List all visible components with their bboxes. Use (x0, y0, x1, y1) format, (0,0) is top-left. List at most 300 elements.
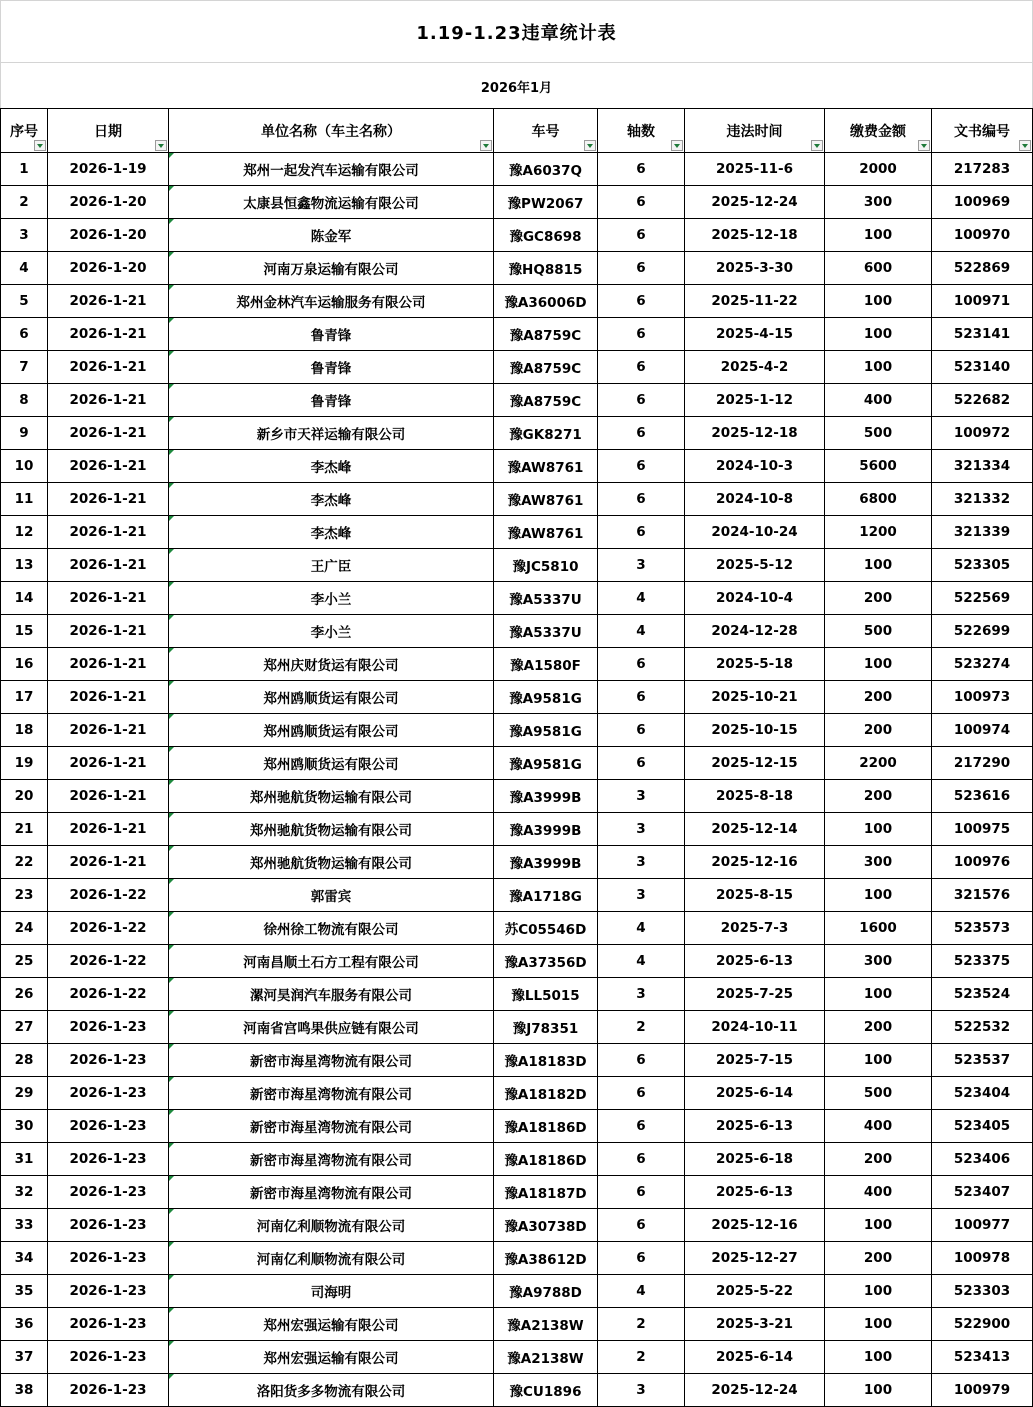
cell-violation-time[interactable]: 2025-11-22 (685, 285, 825, 318)
cell-owner[interactable]: 新密市海星湾物流有限公司 (169, 1044, 494, 1077)
cell-violation-time[interactable]: 2024-10-8 (685, 483, 825, 516)
cell-violation-time[interactable]: 2025-12-24 (685, 1374, 825, 1407)
cell-doc-number[interactable]: 321332 (932, 483, 1033, 516)
cell-plate[interactable]: 豫JC5810 (494, 549, 598, 582)
cell-owner[interactable]: 河南亿利顺物流有限公司 (169, 1242, 494, 1275)
cell-plate[interactable]: 豫A8759C (494, 318, 598, 351)
cell-doc-number[interactable]: 100974 (932, 714, 1033, 747)
cell-violation-time[interactable]: 2025-12-15 (685, 747, 825, 780)
cell-doc-number[interactable]: 523573 (932, 912, 1033, 945)
cell-date[interactable]: 2026-1-23 (48, 1011, 169, 1044)
cell-plate[interactable]: 豫GK8271 (494, 417, 598, 450)
cell-date[interactable]: 2026-1-22 (48, 879, 169, 912)
cell-owner[interactable]: 郑州鸥顺货运有限公司 (169, 681, 494, 714)
cell-owner[interactable]: 河南万泉运输有限公司 (169, 252, 494, 285)
cell-owner[interactable]: 郑州驰航货物运输有限公司 (169, 813, 494, 846)
cell-doc-number[interactable]: 522532 (932, 1011, 1033, 1044)
cell-plate[interactable]: 豫A8759C (494, 384, 598, 417)
cell-plate[interactable]: 豫A1580F (494, 648, 598, 681)
cell-doc-number[interactable]: 522699 (932, 615, 1033, 648)
cell-seq[interactable]: 10 (1, 450, 48, 483)
cell-plate[interactable]: 豫A18186D (494, 1143, 598, 1176)
cell-doc-number[interactable]: 100973 (932, 681, 1033, 714)
cell-seq[interactable]: 9 (1, 417, 48, 450)
cell-amount[interactable]: 100 (825, 1209, 932, 1242)
cell-amount[interactable]: 100 (825, 813, 932, 846)
cell-date[interactable]: 2026-1-22 (48, 978, 169, 1011)
cell-plate[interactable]: 豫A9581G (494, 747, 598, 780)
cell-axles[interactable]: 6 (598, 1242, 685, 1275)
cell-amount[interactable]: 100 (825, 1044, 932, 1077)
cell-seq[interactable]: 25 (1, 945, 48, 978)
cell-amount[interactable]: 6800 (825, 483, 932, 516)
cell-owner[interactable]: 王广臣 (169, 549, 494, 582)
cell-owner[interactable]: 郑州驰航货物运输有限公司 (169, 846, 494, 879)
cell-violation-time[interactable]: 2025-6-18 (685, 1143, 825, 1176)
cell-plate[interactable]: 豫A38612D (494, 1242, 598, 1275)
cell-plate[interactable]: 豫A8759C (494, 351, 598, 384)
cell-date[interactable]: 2026-1-23 (48, 1176, 169, 1209)
cell-plate[interactable]: 豫AW8761 (494, 516, 598, 549)
cell-axles[interactable]: 6 (598, 1176, 685, 1209)
cell-violation-time[interactable]: 2025-3-30 (685, 252, 825, 285)
cell-axles[interactable]: 6 (598, 1044, 685, 1077)
cell-doc-number[interactable]: 522569 (932, 582, 1033, 615)
cell-plate[interactable]: 豫A9581G (494, 681, 598, 714)
cell-amount[interactable]: 200 (825, 1143, 932, 1176)
cell-violation-time[interactable]: 2025-1-12 (685, 384, 825, 417)
cell-owner[interactable]: 河南昌顺土石方工程有限公司 (169, 945, 494, 978)
cell-plate[interactable]: 豫A1718G (494, 879, 598, 912)
cell-seq[interactable]: 13 (1, 549, 48, 582)
cell-plate[interactable]: 豫A6037Q (494, 153, 598, 186)
cell-plate[interactable]: 豫A2138W (494, 1341, 598, 1374)
cell-violation-time[interactable]: 2025-5-18 (685, 648, 825, 681)
cell-seq[interactable]: 1 (1, 153, 48, 186)
cell-violation-time[interactable]: 2025-8-15 (685, 879, 825, 912)
cell-axles[interactable]: 3 (598, 549, 685, 582)
cell-plate[interactable]: 豫A9581G (494, 714, 598, 747)
cell-doc-number[interactable]: 523405 (932, 1110, 1033, 1143)
cell-doc-number[interactable]: 100976 (932, 846, 1033, 879)
cell-amount[interactable]: 100 (825, 648, 932, 681)
cell-violation-time[interactable]: 2025-6-14 (685, 1341, 825, 1374)
cell-date[interactable]: 2026-1-21 (48, 450, 169, 483)
cell-seq[interactable]: 20 (1, 780, 48, 813)
cell-amount[interactable]: 100 (825, 351, 932, 384)
cell-plate[interactable]: 豫A37356D (494, 945, 598, 978)
cell-date[interactable]: 2026-1-23 (48, 1242, 169, 1275)
cell-axles[interactable]: 6 (598, 714, 685, 747)
cell-date[interactable]: 2026-1-20 (48, 186, 169, 219)
filter-dropdown-icon[interactable] (584, 140, 596, 151)
cell-seq[interactable]: 30 (1, 1110, 48, 1143)
cell-doc-number[interactable]: 522682 (932, 384, 1033, 417)
cell-amount[interactable]: 100 (825, 549, 932, 582)
cell-amount[interactable]: 100 (825, 219, 932, 252)
cell-doc-number[interactable]: 522900 (932, 1308, 1033, 1341)
cell-owner[interactable]: 郑州鸥顺货运有限公司 (169, 714, 494, 747)
cell-axles[interactable]: 3 (598, 846, 685, 879)
cell-owner[interactable]: 郑州一起发汽车运输有限公司 (169, 153, 494, 186)
cell-doc-number[interactable]: 100972 (932, 417, 1033, 450)
cell-date[interactable]: 2026-1-21 (48, 747, 169, 780)
cell-seq[interactable]: 16 (1, 648, 48, 681)
cell-seq[interactable]: 21 (1, 813, 48, 846)
cell-amount[interactable]: 1200 (825, 516, 932, 549)
cell-owner[interactable]: 郑州庆财货运有限公司 (169, 648, 494, 681)
cell-doc-number[interactable]: 100977 (932, 1209, 1033, 1242)
filter-dropdown-icon[interactable] (155, 140, 167, 151)
cell-axles[interactable]: 6 (598, 1110, 685, 1143)
cell-plate[interactable]: 豫A9788D (494, 1275, 598, 1308)
cell-owner[interactable]: 鲁青锋 (169, 318, 494, 351)
cell-plate[interactable]: 豫CU1896 (494, 1374, 598, 1407)
cell-seq[interactable]: 4 (1, 252, 48, 285)
cell-doc-number[interactable]: 523303 (932, 1275, 1033, 1308)
cell-owner[interactable]: 河南省宫鸣果供应链有限公司 (169, 1011, 494, 1044)
cell-violation-time[interactable]: 2025-8-18 (685, 780, 825, 813)
cell-date[interactable]: 2026-1-21 (48, 813, 169, 846)
cell-violation-time[interactable]: 2025-6-13 (685, 1176, 825, 1209)
cell-amount[interactable]: 500 (825, 615, 932, 648)
cell-doc-number[interactable]: 523375 (932, 945, 1033, 978)
cell-seq[interactable]: 22 (1, 846, 48, 879)
cell-plate[interactable]: 豫AW8761 (494, 450, 598, 483)
cell-doc-number[interactable]: 217290 (932, 747, 1033, 780)
cell-seq[interactable]: 7 (1, 351, 48, 384)
cell-date[interactable]: 2026-1-21 (48, 384, 169, 417)
cell-seq[interactable]: 27 (1, 1011, 48, 1044)
cell-violation-time[interactable]: 2025-5-12 (685, 549, 825, 582)
cell-violation-time[interactable]: 2025-4-15 (685, 318, 825, 351)
cell-doc-number[interactable]: 523305 (932, 549, 1033, 582)
cell-owner[interactable]: 太康县恒鑫物流运输有限公司 (169, 186, 494, 219)
cell-violation-time[interactable]: 2025-4-2 (685, 351, 825, 384)
cell-date[interactable]: 2026-1-23 (48, 1044, 169, 1077)
cell-plate[interactable]: 豫PW2067 (494, 186, 598, 219)
cell-plate[interactable]: 豫A18187D (494, 1176, 598, 1209)
cell-seq[interactable]: 33 (1, 1209, 48, 1242)
cell-owner[interactable]: 新乡市天祥运输有限公司 (169, 417, 494, 450)
cell-owner[interactable]: 河南亿利顺物流有限公司 (169, 1209, 494, 1242)
cell-doc-number[interactable]: 523407 (932, 1176, 1033, 1209)
cell-amount[interactable]: 200 (825, 1242, 932, 1275)
cell-date[interactable]: 2026-1-22 (48, 912, 169, 945)
cell-axles[interactable]: 2 (598, 1308, 685, 1341)
cell-doc-number[interactable]: 100970 (932, 219, 1033, 252)
cell-owner[interactable]: 新密市海星湾物流有限公司 (169, 1143, 494, 1176)
cell-date[interactable]: 2026-1-23 (48, 1341, 169, 1374)
cell-axles[interactable]: 6 (598, 1077, 685, 1110)
cell-doc-number[interactable]: 100979 (932, 1374, 1033, 1407)
cell-violation-time[interactable]: 2025-7-15 (685, 1044, 825, 1077)
filter-dropdown-icon[interactable] (918, 140, 930, 151)
cell-date[interactable]: 2026-1-21 (48, 714, 169, 747)
cell-amount[interactable]: 300 (825, 186, 932, 219)
cell-owner[interactable]: 郑州驰航货物运输有限公司 (169, 780, 494, 813)
cell-seq[interactable]: 19 (1, 747, 48, 780)
filter-dropdown-icon[interactable] (671, 140, 683, 151)
cell-axles[interactable]: 6 (598, 186, 685, 219)
cell-violation-time[interactable]: 2025-12-16 (685, 1209, 825, 1242)
cell-seq[interactable]: 32 (1, 1176, 48, 1209)
cell-owner[interactable]: 郑州宏强运输有限公司 (169, 1308, 494, 1341)
cell-axles[interactable]: 3 (598, 1374, 685, 1407)
cell-axles[interactable]: 4 (598, 615, 685, 648)
cell-axles[interactable]: 6 (598, 681, 685, 714)
cell-violation-time[interactable]: 2025-6-13 (685, 1110, 825, 1143)
cell-axles[interactable]: 4 (598, 582, 685, 615)
cell-doc-number[interactable]: 321576 (932, 879, 1033, 912)
filter-dropdown-icon[interactable] (480, 140, 492, 151)
cell-amount[interactable]: 200 (825, 1011, 932, 1044)
cell-seq[interactable]: 11 (1, 483, 48, 516)
cell-doc-number[interactable]: 523274 (932, 648, 1033, 681)
cell-doc-number[interactable]: 523616 (932, 780, 1033, 813)
cell-plate[interactable]: 豫A30738D (494, 1209, 598, 1242)
cell-amount[interactable]: 400 (825, 384, 932, 417)
cell-date[interactable]: 2026-1-21 (48, 417, 169, 450)
cell-axles[interactable]: 6 (598, 450, 685, 483)
cell-violation-time[interactable]: 2025-3-21 (685, 1308, 825, 1341)
cell-owner[interactable]: 郑州宏强运输有限公司 (169, 1341, 494, 1374)
cell-owner[interactable]: 郑州鸥顺货运有限公司 (169, 747, 494, 780)
cell-violation-time[interactable]: 2024-10-11 (685, 1011, 825, 1044)
cell-plate[interactable]: 豫J78351 (494, 1011, 598, 1044)
cell-amount[interactable]: 100 (825, 318, 932, 351)
cell-amount[interactable]: 200 (825, 681, 932, 714)
filter-dropdown-icon[interactable] (1019, 140, 1031, 151)
cell-axles[interactable]: 6 (598, 1209, 685, 1242)
cell-amount[interactable]: 5600 (825, 450, 932, 483)
cell-violation-time[interactable]: 2024-10-3 (685, 450, 825, 483)
cell-violation-time[interactable]: 2025-11-6 (685, 153, 825, 186)
cell-seq[interactable]: 23 (1, 879, 48, 912)
cell-plate[interactable]: 豫AW8761 (494, 483, 598, 516)
cell-doc-number[interactable]: 100969 (932, 186, 1033, 219)
cell-plate[interactable]: 豫A3999B (494, 813, 598, 846)
cell-amount[interactable]: 100 (825, 978, 932, 1011)
cell-plate[interactable]: 豫A5337U (494, 582, 598, 615)
cell-axles[interactable]: 6 (598, 351, 685, 384)
cell-violation-time[interactable]: 2024-10-24 (685, 516, 825, 549)
cell-axles[interactable]: 3 (598, 813, 685, 846)
cell-doc-number[interactable]: 100978 (932, 1242, 1033, 1275)
cell-plate[interactable]: 豫A3999B (494, 780, 598, 813)
cell-amount[interactable]: 100 (825, 879, 932, 912)
cell-seq[interactable]: 18 (1, 714, 48, 747)
cell-owner[interactable]: 陈金军 (169, 219, 494, 252)
cell-axles[interactable]: 6 (598, 648, 685, 681)
cell-violation-time[interactable]: 2025-12-14 (685, 813, 825, 846)
cell-plate[interactable]: 豫A18183D (494, 1044, 598, 1077)
cell-doc-number[interactable]: 523537 (932, 1044, 1033, 1077)
cell-owner[interactable]: 鲁青锋 (169, 351, 494, 384)
cell-plate[interactable]: 豫A18186D (494, 1110, 598, 1143)
cell-amount[interactable]: 300 (825, 945, 932, 978)
cell-owner[interactable]: 李杰峰 (169, 516, 494, 549)
filter-dropdown-icon[interactable] (811, 140, 823, 151)
cell-seq[interactable]: 14 (1, 582, 48, 615)
cell-amount[interactable]: 1600 (825, 912, 932, 945)
cell-doc-number[interactable]: 100971 (932, 285, 1033, 318)
cell-doc-number[interactable]: 523140 (932, 351, 1033, 384)
cell-owner[interactable]: 李杰峰 (169, 483, 494, 516)
cell-amount[interactable]: 600 (825, 252, 932, 285)
cell-seq[interactable]: 29 (1, 1077, 48, 1110)
cell-seq[interactable]: 3 (1, 219, 48, 252)
cell-amount[interactable]: 100 (825, 285, 932, 318)
cell-date[interactable]: 2026-1-21 (48, 780, 169, 813)
cell-date[interactable]: 2026-1-21 (48, 615, 169, 648)
cell-date[interactable]: 2026-1-23 (48, 1308, 169, 1341)
cell-violation-time[interactable]: 2025-10-21 (685, 681, 825, 714)
cell-violation-time[interactable]: 2025-6-14 (685, 1077, 825, 1110)
cell-axles[interactable]: 4 (598, 912, 685, 945)
cell-date[interactable]: 2026-1-22 (48, 945, 169, 978)
cell-date[interactable]: 2026-1-23 (48, 1110, 169, 1143)
cell-plate[interactable]: 豫A36006D (494, 285, 598, 318)
cell-seq[interactable]: 36 (1, 1308, 48, 1341)
cell-amount[interactable]: 100 (825, 1308, 932, 1341)
cell-doc-number[interactable]: 321339 (932, 516, 1033, 549)
cell-axles[interactable]: 6 (598, 219, 685, 252)
cell-owner[interactable]: 郭雷宾 (169, 879, 494, 912)
cell-seq[interactable]: 24 (1, 912, 48, 945)
cell-date[interactable]: 2026-1-20 (48, 219, 169, 252)
cell-seq[interactable]: 38 (1, 1374, 48, 1407)
cell-amount[interactable]: 200 (825, 582, 932, 615)
cell-amount[interactable]: 100 (825, 1374, 932, 1407)
cell-violation-time[interactable]: 2025-12-16 (685, 846, 825, 879)
cell-amount[interactable]: 500 (825, 417, 932, 450)
cell-violation-time[interactable]: 2025-7-25 (685, 978, 825, 1011)
cell-violation-time[interactable]: 2025-7-3 (685, 912, 825, 945)
cell-owner[interactable]: 司海明 (169, 1275, 494, 1308)
cell-date[interactable]: 2026-1-20 (48, 252, 169, 285)
cell-date[interactable]: 2026-1-21 (48, 318, 169, 351)
cell-date[interactable]: 2026-1-21 (48, 681, 169, 714)
cell-doc-number[interactable]: 523524 (932, 978, 1033, 1011)
cell-doc-number[interactable]: 523141 (932, 318, 1033, 351)
cell-owner[interactable]: 洛阳货多多物流有限公司 (169, 1374, 494, 1407)
cell-doc-number[interactable]: 523404 (932, 1077, 1033, 1110)
cell-plate[interactable]: 豫HQ8815 (494, 252, 598, 285)
cell-amount[interactable]: 300 (825, 846, 932, 879)
cell-axles[interactable]: 3 (598, 780, 685, 813)
cell-owner[interactable]: 鲁青锋 (169, 384, 494, 417)
cell-plate[interactable]: 豫A2138W (494, 1308, 598, 1341)
cell-date[interactable]: 2026-1-23 (48, 1209, 169, 1242)
cell-plate[interactable]: 豫A18182D (494, 1077, 598, 1110)
cell-date[interactable]: 2026-1-21 (48, 549, 169, 582)
cell-violation-time[interactable]: 2025-6-13 (685, 945, 825, 978)
cell-violation-time[interactable]: 2024-12-28 (685, 615, 825, 648)
cell-axles[interactable]: 3 (598, 978, 685, 1011)
cell-doc-number[interactable]: 523413 (932, 1341, 1033, 1374)
cell-seq[interactable]: 5 (1, 285, 48, 318)
cell-axles[interactable]: 4 (598, 945, 685, 978)
cell-date[interactable]: 2026-1-19 (48, 153, 169, 186)
cell-plate[interactable]: 苏C05546D (494, 912, 598, 945)
cell-owner[interactable]: 李杰峰 (169, 450, 494, 483)
cell-owner[interactable]: 徐州徐工物流有限公司 (169, 912, 494, 945)
cell-axles[interactable]: 6 (598, 516, 685, 549)
cell-doc-number[interactable]: 217283 (932, 153, 1033, 186)
cell-seq[interactable]: 8 (1, 384, 48, 417)
cell-amount[interactable]: 100 (825, 1341, 932, 1374)
cell-plate[interactable]: 豫LL5015 (494, 978, 598, 1011)
cell-date[interactable]: 2026-1-23 (48, 1077, 169, 1110)
cell-doc-number[interactable]: 321334 (932, 450, 1033, 483)
cell-owner[interactable]: 新密市海星湾物流有限公司 (169, 1110, 494, 1143)
filter-dropdown-icon[interactable] (34, 140, 46, 151)
cell-axles[interactable]: 6 (598, 747, 685, 780)
cell-axles[interactable]: 6 (598, 417, 685, 450)
cell-axles[interactable]: 2 (598, 1011, 685, 1044)
cell-owner[interactable]: 李小兰 (169, 615, 494, 648)
cell-owner[interactable]: 新密市海星湾物流有限公司 (169, 1077, 494, 1110)
cell-violation-time[interactable]: 2025-5-22 (685, 1275, 825, 1308)
cell-seq[interactable]: 34 (1, 1242, 48, 1275)
cell-date[interactable]: 2026-1-23 (48, 1374, 169, 1407)
cell-amount[interactable]: 500 (825, 1077, 932, 1110)
cell-axles[interactable]: 6 (598, 384, 685, 417)
cell-owner[interactable]: 郑州金林汽车运输服务有限公司 (169, 285, 494, 318)
cell-date[interactable]: 2026-1-21 (48, 516, 169, 549)
cell-violation-time[interactable]: 2024-10-4 (685, 582, 825, 615)
cell-seq[interactable]: 37 (1, 1341, 48, 1374)
cell-seq[interactable]: 28 (1, 1044, 48, 1077)
cell-plate[interactable]: 豫A3999B (494, 846, 598, 879)
cell-plate[interactable]: 豫GC8698 (494, 219, 598, 252)
cell-axles[interactable]: 3 (598, 879, 685, 912)
cell-seq[interactable]: 31 (1, 1143, 48, 1176)
cell-date[interactable]: 2026-1-21 (48, 351, 169, 384)
cell-owner[interactable]: 漯河昊润汽车服务有限公司 (169, 978, 494, 1011)
cell-axles[interactable]: 6 (598, 252, 685, 285)
cell-doc-number[interactable]: 522869 (932, 252, 1033, 285)
cell-seq[interactable]: 15 (1, 615, 48, 648)
cell-axles[interactable]: 6 (598, 1143, 685, 1176)
cell-amount[interactable]: 100 (825, 1275, 932, 1308)
cell-seq[interactable]: 12 (1, 516, 48, 549)
cell-seq[interactable]: 6 (1, 318, 48, 351)
cell-amount[interactable]: 200 (825, 780, 932, 813)
cell-owner[interactable]: 新密市海星湾物流有限公司 (169, 1176, 494, 1209)
cell-axles[interactable]: 6 (598, 285, 685, 318)
cell-date[interactable]: 2026-1-21 (48, 648, 169, 681)
cell-seq[interactable]: 35 (1, 1275, 48, 1308)
cell-date[interactable]: 2026-1-21 (48, 483, 169, 516)
cell-axles[interactable]: 6 (598, 318, 685, 351)
cell-violation-time[interactable]: 2025-12-24 (685, 186, 825, 219)
cell-date[interactable]: 2026-1-23 (48, 1275, 169, 1308)
cell-axles[interactable]: 2 (598, 1341, 685, 1374)
cell-seq[interactable]: 17 (1, 681, 48, 714)
cell-plate[interactable]: 豫A5337U (494, 615, 598, 648)
cell-date[interactable]: 2026-1-23 (48, 1143, 169, 1176)
cell-seq[interactable]: 26 (1, 978, 48, 1011)
cell-owner[interactable]: 李小兰 (169, 582, 494, 615)
cell-axles[interactable]: 6 (598, 153, 685, 186)
cell-amount[interactable]: 400 (825, 1176, 932, 1209)
cell-doc-number[interactable]: 100975 (932, 813, 1033, 846)
cell-violation-time[interactable]: 2025-12-18 (685, 417, 825, 450)
cell-date[interactable]: 2026-1-21 (48, 846, 169, 879)
cell-axles[interactable]: 6 (598, 483, 685, 516)
